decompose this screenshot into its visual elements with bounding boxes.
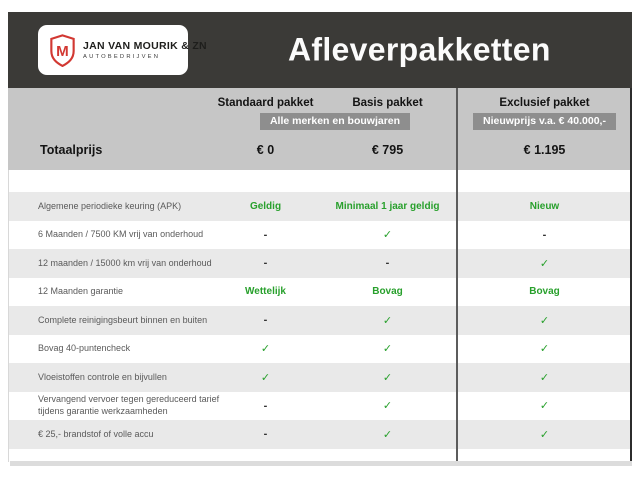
cell-basis: ✓ [382, 314, 393, 327]
feature-label: Complete reinigingsbeurt binnen en buiten [38, 314, 208, 325]
cell-exclusief: Nieuw [529, 200, 560, 212]
column-header-basis: Basis pakket [352, 97, 423, 109]
column-header-standaard: Standaard pakket [217, 97, 314, 109]
column-divider [456, 88, 458, 462]
cell-standaard: ✓ [260, 371, 271, 384]
cell-exclusief: ✓ [539, 314, 550, 327]
page-title: Afleverpakketten [288, 31, 551, 68]
feature-label: 12 maanden / 15000 km vrij van onderhoud [38, 257, 212, 268]
cell-standaard: ✓ [260, 343, 271, 356]
cell-standaard: - [263, 314, 268, 327]
badges-row [8, 113, 632, 130]
cell-exclusief: Bovag [529, 286, 560, 298]
total-price-row [8, 143, 632, 157]
feature-label: € 25,- brandstof of volle accu [38, 428, 154, 439]
cell-standaard: - [263, 428, 268, 441]
price-exclusief: € 1.195 [523, 143, 566, 157]
table-row [8, 192, 632, 221]
package-header-band [8, 88, 632, 170]
cell-exclusief: ✓ [539, 343, 550, 356]
cell-standaard: Geldig [249, 200, 282, 212]
brand-subtitle: AUTOBEDRIJVEN [83, 54, 161, 60]
brand-text [83, 40, 207, 60]
cell-basis: ✓ [382, 400, 393, 413]
bottom-strip [10, 461, 632, 466]
table-row [8, 306, 632, 335]
brand-logo-letter: M [56, 42, 69, 60]
table-row [8, 335, 632, 364]
table-row [8, 278, 632, 307]
feature-label: Vervangend vervoer tegen gereduceerd tarief tijdens garantie werkzaamheden [38, 394, 220, 416]
cell-standaard: - [263, 228, 268, 241]
feature-label: 12 Maanden garantie [38, 286, 124, 296]
cell-exclusief: ✓ [539, 257, 550, 270]
cell-standaard: - [263, 399, 268, 412]
table-row [8, 420, 632, 449]
cell-standaard: Wettelijk [245, 286, 286, 298]
cell-basis: ✓ [382, 371, 393, 384]
table-left-border [8, 170, 9, 462]
cell-exclusief: - [542, 228, 547, 241]
brand-logo [38, 25, 207, 75]
cell-basis: ✓ [382, 229, 393, 242]
badge-nieuwprijs: Nieuwprijs v.a. € 40.000,- [473, 113, 616, 130]
cell-basis: Minimaal 1 jaar geldig [335, 200, 440, 212]
cell-basis: - [385, 257, 390, 270]
price-basis: € 795 [371, 143, 404, 157]
table-row [8, 221, 632, 250]
feature-label: Vloeistoffen controle en bijvullen [38, 371, 167, 382]
cell-basis: Bovag [372, 286, 403, 298]
table-row [8, 249, 632, 278]
cell-basis: ✓ [382, 428, 393, 441]
feature-label: 6 Maanden / 7500 KM vrij van onderhoud [38, 229, 204, 239]
header-bar [8, 12, 632, 88]
feature-label: Algemene periodieke keuring (APK) [38, 200, 182, 211]
column-header-exclusief: Exclusief pakket [499, 97, 590, 109]
cell-exclusief: ✓ [539, 371, 550, 384]
feature-label: Bovag 40-puntencheck [38, 343, 131, 353]
feature-table [8, 192, 632, 449]
brand-shield-icon [49, 34, 76, 67]
badge-alle-merken: Alle merken en bouwjaren [260, 113, 410, 130]
price-standaard: € 0 [256, 143, 275, 157]
table-right-border [630, 88, 632, 462]
column-headers-row [8, 97, 632, 109]
total-price-label: Totaalprijs [40, 143, 103, 157]
table-row [8, 392, 632, 421]
table-row [8, 363, 632, 392]
cell-basis: ✓ [382, 343, 393, 356]
cell-standaard: - [263, 257, 268, 270]
brand-name: JAN VAN MOURIK & ZN [83, 40, 207, 52]
cell-exclusief: ✓ [539, 428, 550, 441]
cell-exclusief: ✓ [539, 400, 550, 413]
